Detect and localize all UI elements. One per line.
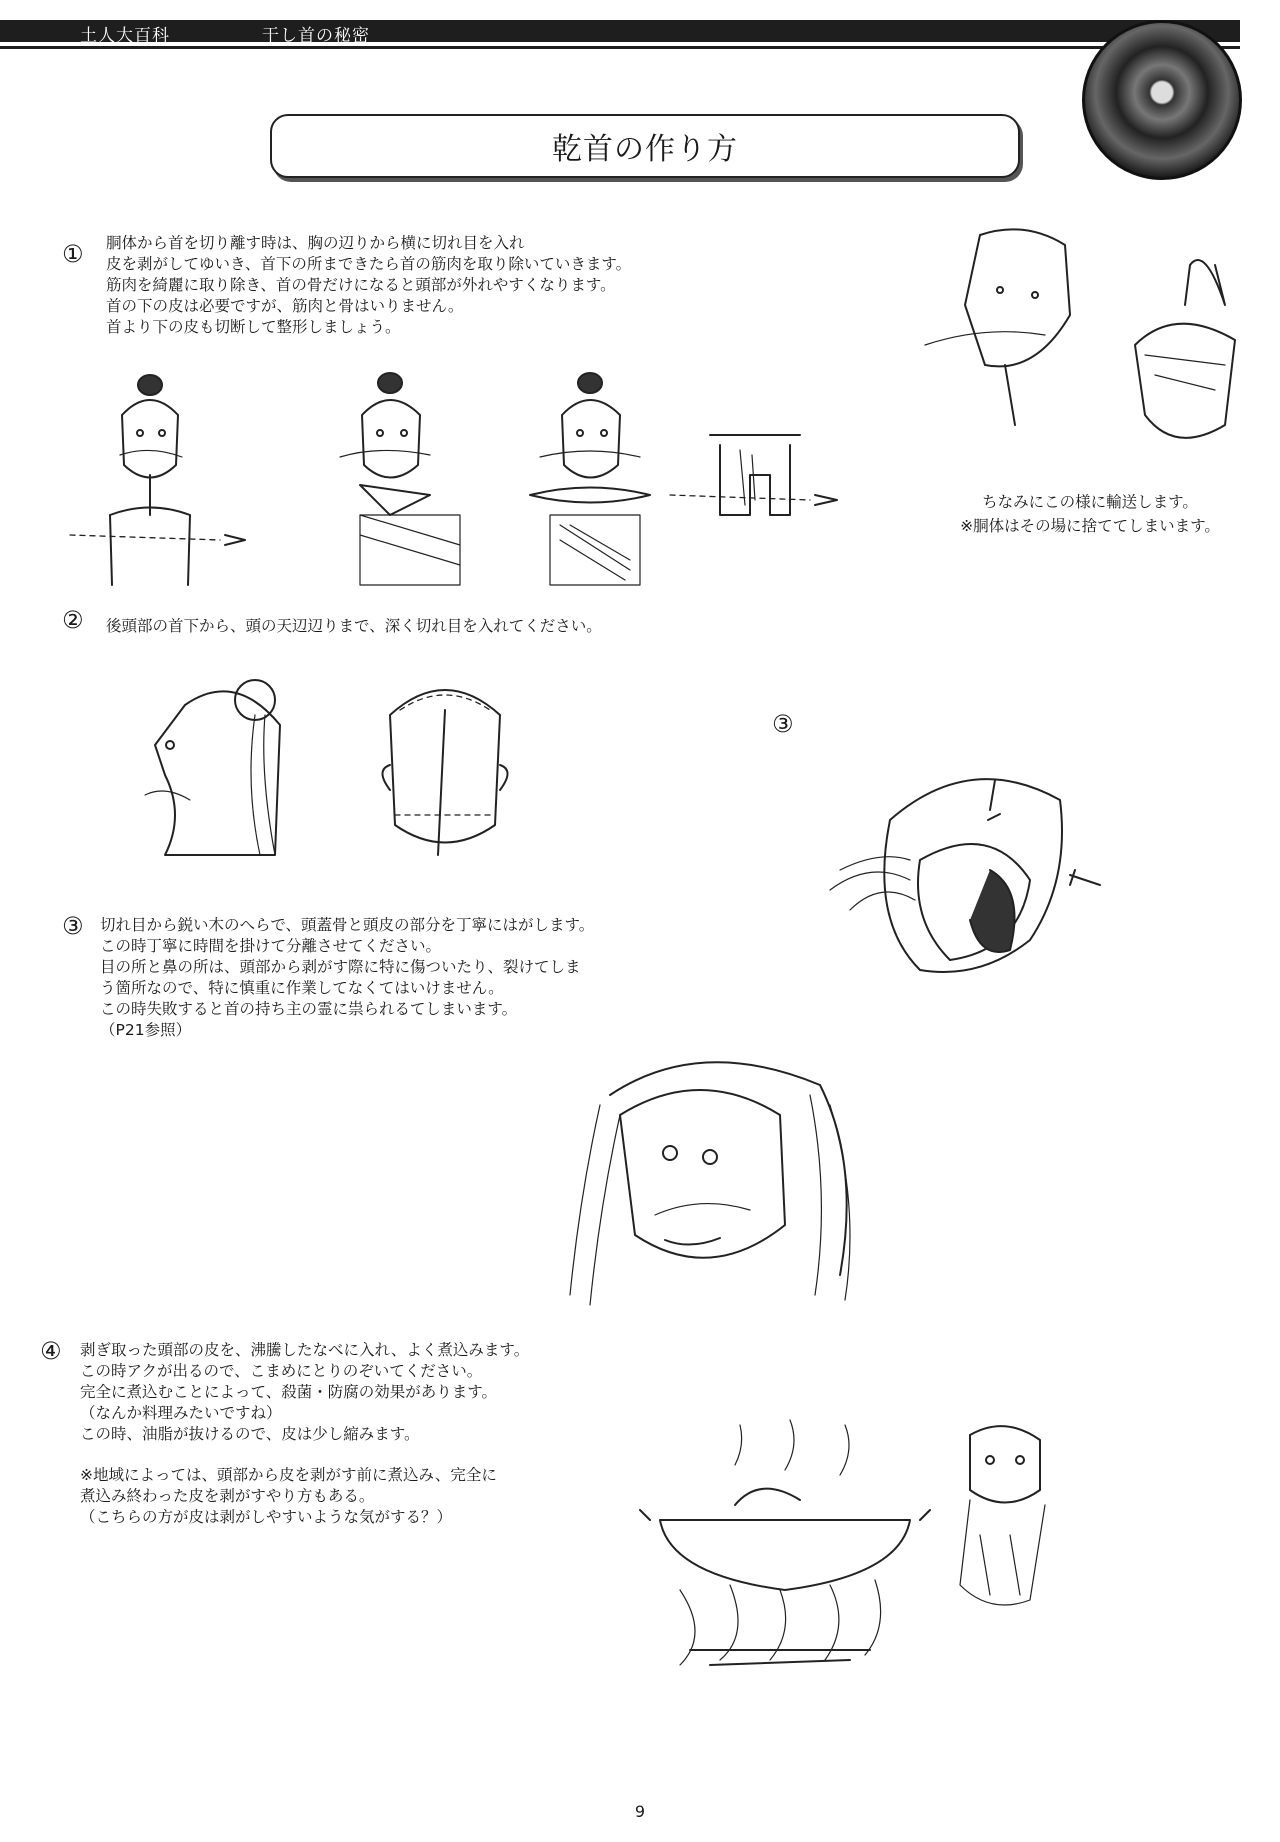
header-section: 干し首の秘密	[262, 26, 370, 46]
page-title: 乾首の作り方	[552, 132, 738, 167]
cooking-illustration	[650, 1415, 1090, 1675]
figure-3-marker: ③	[772, 710, 794, 738]
step-4-number: ④	[40, 1337, 62, 1365]
header-bar	[0, 20, 1240, 42]
transport-caption	[940, 490, 1240, 538]
step-4-note: ※地域によっては、頭部から皮を剥がす前に煮込み、完全に 煮込み終わった皮を剥がすやり方もある。 （こちらの方が皮は剥がしやすいような気がする？）	[80, 1466, 497, 1526]
step-1-text: 胴体から首を切り離す時は、胸の辺りから横に切れ目を入れ 皮を剥がしてゆいき、首下の所まできたら首の筋肉を取り除いていきます。 筋肉を綺麗に取り除き、首の骨だけになると頭部が外れやすくなります。 首の下の皮は必要ですが、筋肉と骨はいりません。 首より下の皮も切断して整形しましょう。	[106, 234, 632, 336]
transport-caption-line-2: ※胴体はその場に捨ててしまいます。	[960, 517, 1220, 535]
page-number: 9	[634, 1802, 646, 1821]
step-3-text: 切れ目から鋭い木のへらで、頭蓋骨と頭皮の部分を丁寧にはがします。 この時丁寧に時間を掛けて分離させてください。 目の所と鼻の所は、頭部から剥がす際に特に傷ついたり、裂けてしま う箇所なので、特に慎重に作業してなくてはいけません。 この時失敗すると首の持ち主の霊に祟られるてしまいます。 （P21参照）	[100, 916, 595, 1039]
step-3-number: ③	[62, 912, 84, 940]
skin-head-illustration	[560, 1045, 880, 1315]
step-1-number: ①	[62, 240, 84, 268]
step-4-text: 剥ぎ取った頭部の皮を、沸騰したなべに入れ、よく煮込みます。 この時アクが出るので、こまめにとりのぞいてください。 完全に煮込むことによって、殺菌・防腐の効果があります。 （なんか料理みたいですね） この時、油脂が抜けるので、皮は少し縮みます。	[80, 1341, 530, 1443]
step-2-illustration	[145, 675, 545, 875]
step-2-text: 後頭部の首下から、頭の天辺辺りまで、深く切れ目を入れてください。	[106, 617, 602, 635]
transport-illustration	[905, 225, 1275, 455]
step-2-number: ②	[62, 606, 84, 634]
header-rule	[0, 46, 1240, 49]
step-1-illustration	[70, 365, 870, 595]
header-category: 土人大百科	[80, 26, 170, 46]
title-box	[270, 114, 1020, 178]
step-3-illustration	[830, 760, 1130, 1030]
shrunken-head-emblem	[1082, 20, 1242, 180]
transport-caption-line-1: ちなみにこの様に輸送します。	[982, 493, 1198, 511]
